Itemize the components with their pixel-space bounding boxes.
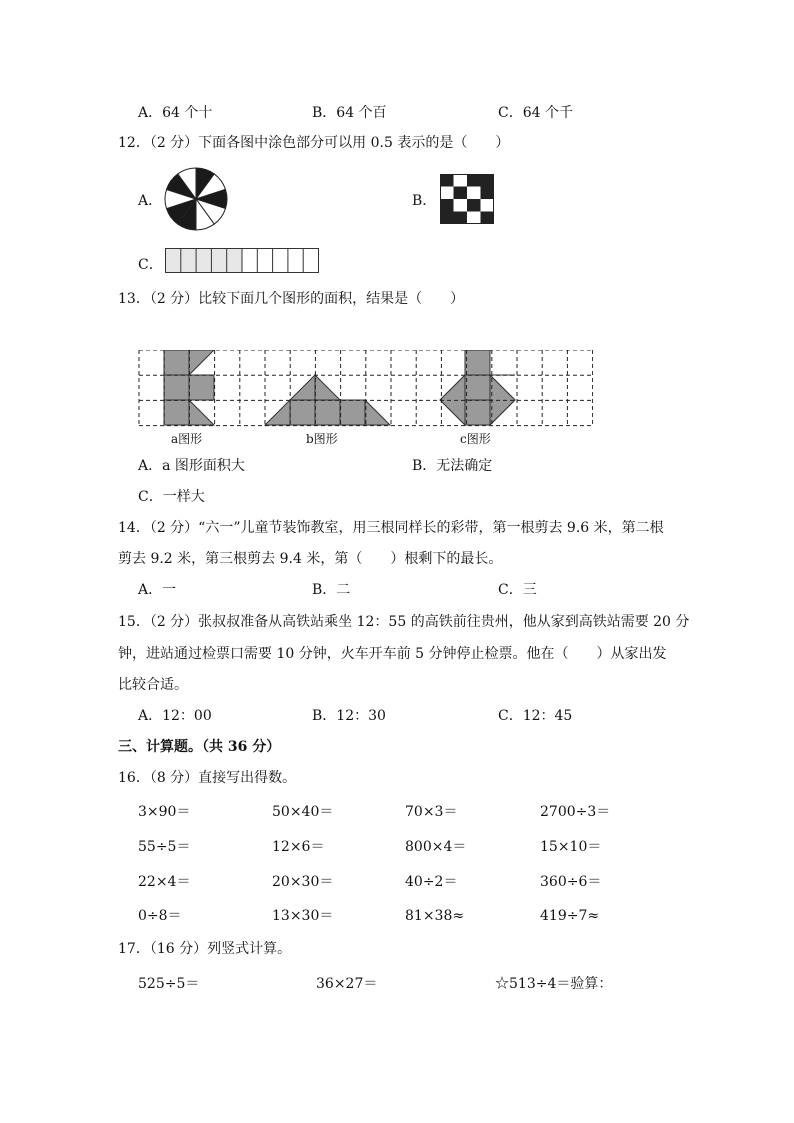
q16-item: 3×90＝ <box>138 804 191 820</box>
q16-item: 800×4＝ <box>405 839 467 855</box>
q16-item: 70×3＝ <box>405 804 458 820</box>
q15-stem-line2: 钟，进站通过检票口需要 10 分钟，火车开车前 5 分钟停止检票。他在（ ）从家出发 <box>118 646 667 662</box>
q16-item: 15×10＝ <box>540 839 602 855</box>
q15-option-b: B．12：30 <box>312 708 386 724</box>
q16-stem: 16．（8 分）直接写出得数。 <box>118 770 297 786</box>
q16-item: 40÷2＝ <box>405 874 458 890</box>
q13-stem: 13．（2 分）比较下面几个图形的面积，结果是（ ） <box>118 291 465 307</box>
q17-item: 525÷5＝ <box>138 976 200 992</box>
q12-label-a: A． <box>138 193 163 209</box>
q12-label-b: B． <box>412 193 437 209</box>
q15-stem-line1: 15．（2 分）张叔叔准备从高铁站乘坐 12：55 的高铁前往贵州，他从家到高铁站需要 20 分 <box>118 614 690 630</box>
section3-heading: 三、计算题。（共 36 分） <box>118 739 281 755</box>
q15-option-c: C．12：45 <box>498 708 573 724</box>
q16-item: 360÷6＝ <box>540 874 602 890</box>
q13-caption-c: c图形 <box>460 432 491 446</box>
q14-option-c: C．三 <box>498 582 537 598</box>
q11-option-c: C．64 个千 <box>498 105 573 121</box>
q16-item: 419÷7≈ <box>540 908 600 924</box>
q16-item: 20×30＝ <box>272 874 334 890</box>
q16-item: 55÷5＝ <box>138 839 191 855</box>
q12-stem: 12．（2 分）下面各图中涂色部分可以用 0.5 表示的是（ ） <box>118 135 510 151</box>
q16-item: 13×30＝ <box>272 908 334 924</box>
q16-item: 0÷8＝ <box>138 908 182 924</box>
q14-stem-line1: 14．（2 分）“六一”儿童节装饰教室，用三根同样长的彩带，第一根剪去 9.6 米，第二根 <box>118 520 664 536</box>
q12-figure-c-strip <box>165 248 321 274</box>
q17-item: ☆513÷4＝验算： <box>495 976 613 992</box>
q15-stem-line3: 比较合适。 <box>118 677 188 693</box>
q16-item: 22×4＝ <box>138 874 191 890</box>
q16-item: 2700÷3＝ <box>540 804 611 820</box>
q16-item: 81×38≈ <box>405 908 465 924</box>
q12-figure-a-pie <box>163 166 229 232</box>
q14-option-b: B．二 <box>312 582 351 598</box>
q17-stem: 17．（16 分）列竖式计算。 <box>118 941 292 957</box>
q14-option-a: A．一 <box>138 582 177 598</box>
q16-item: 12×6＝ <box>272 839 325 855</box>
q13-option-a: A．a 图形面积大 <box>138 458 245 474</box>
q16-item: 50×40＝ <box>272 804 334 820</box>
q15-option-a: A．12：00 <box>138 708 212 724</box>
q12-figure-b-grid <box>440 174 494 224</box>
q17-item: 36×27＝ <box>316 976 378 992</box>
q13-caption-b: b图形 <box>306 432 338 446</box>
q11-option-a: A．64 个十 <box>138 105 213 121</box>
q13-figure-grid <box>138 350 593 446</box>
q13-caption-a: a图形 <box>171 432 203 446</box>
q12-label-c: C． <box>138 257 163 273</box>
q13-option-b: B．无法确定 <box>412 458 493 474</box>
q14-stem-line2: 剪去 9.2 米，第三根剪去 9.4 米，第（ ）根剩下的最长。 <box>118 551 503 567</box>
q11-option-b: B．64 个百 <box>312 105 387 121</box>
q13-option-c: C．一样大 <box>138 489 205 505</box>
